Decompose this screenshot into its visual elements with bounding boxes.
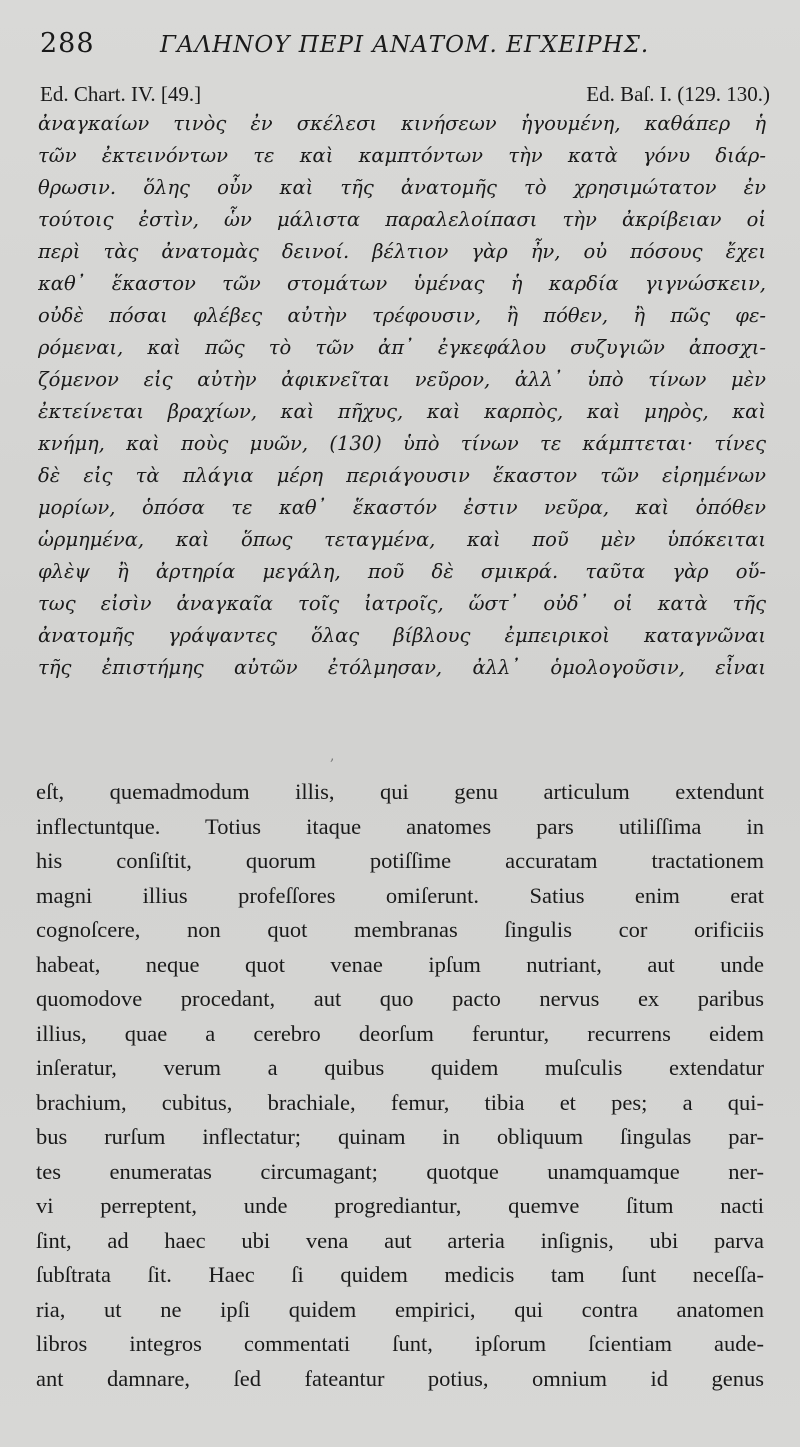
greek-line [38,364,766,396]
latin-line-text: vi perreptent, unde progrediantur, quemve ſitum nacti [36,1193,764,1218]
edition-ref-basel: Ed. Baſ. I. (129. 130.) [586,82,770,106]
latin-line-text: ria, ut ne ipſi quidem empirici, qui contra anatomen [36,1296,764,1322]
greek-line-text: τῶν ἐκτεινόντων τε καὶ καμπτόντων τὴν κατὰ γόνυ διάρ- [38,144,766,167]
greek-line [38,236,766,268]
latin-line-text: inflectuntque. Totius itaque anatomes pars utiliſſima in [36,813,764,839]
latin-line [36,879,764,914]
greek-line [38,492,766,524]
latin-line [36,1155,764,1190]
latin-line-text: quomodove procedant, aut quo pacto nervus ex paribus [36,986,764,1011]
greek-line [38,396,766,428]
greek-line [38,204,766,236]
greek-line-text: περὶ τὰς ἀνατομὰς δεινοί. βέλτιον γὰρ ἦν, οὐ πόσους ἔχει [38,240,766,263]
latin-line [36,982,764,1017]
greek-line-text: τούτοις ἐστὶν, ὧν μάλιστα παραλελοίπασι τὴν ἀκρίβειαν οἱ [38,208,766,231]
latin-line-text: ſint, ad haec ubi vena aut arteria inſignis, ubi parva [36,1227,764,1253]
greek-line [38,652,766,684]
greek-line-text: θρωσιν. ὅλης οὖν καὶ τῆς ἀνατομῆς τὸ χρησιμώτατον ἐν [38,176,766,199]
latin-text-block [36,775,764,1396]
greek-line [38,620,766,652]
greek-line-text: κνήμη, καὶ ποὺς μυῶν, (130) ὑπὸ τίνων τε κάμπτεται· τίνες [38,432,766,455]
latin-line-text: libros integros commentati ſunt, ipſorum ſcientiam aude- [36,1331,764,1356]
running-title: ΓΑΛΗΝΟΥ ΠΕΡΙ ΑΝΑΤΟΜ. ΕΓΧΕΙΡΗΣ. [160,32,650,58]
latin-line [36,948,764,983]
greek-text-block [38,108,766,684]
greek-line-text: ὡρμημένα, καὶ ὅπως τεταγμένα, καὶ ποῦ μὲν ὑπόκειται [38,528,766,551]
greek-line [38,428,766,460]
latin-line-text: habeat, neque quot venae ipſum nutriant, aut unde [36,951,764,977]
latin-line [36,775,764,810]
latin-line [36,1258,764,1293]
latin-line [36,913,764,948]
greek-line [38,332,766,364]
latin-line [36,1051,764,1086]
page-number: 288 [40,28,95,59]
latin-line-text: brachium, cubitus, brachiale, femur, tibia et pes; a qui- [36,1089,764,1115]
greek-line-text: καθ᾽ ἕκαστον τῶν στομάτων ὑμένας ἡ καρδία γιγνώσκειν, [38,272,766,295]
latin-line [36,1327,764,1362]
page-header [40,28,760,68]
latin-line [36,1086,764,1121]
latin-line-text: eſt, quemadmodum illis, qui genu articulum extendunt [36,779,764,804]
greek-line-text: μορίων, ὁπόσα τε καθ᾽ ἕκαστόν ἐστιν νεῦρα, καὶ ὁπόθεν [38,496,766,519]
greek-line-text: τως εἰσὶν ἀναγκαῖα τοῖς ἰατροῖς, ὥστ᾽ οὐδ᾽ οἱ κατὰ τῆς [38,592,766,615]
latin-line [36,844,764,879]
greek-line-text: ἐκτείνεται βραχίων, καὶ πῆχυς, καὶ καρπὸς, καὶ μηρὸς, καὶ [38,400,766,423]
greek-line [38,460,766,492]
latin-line-text: cognoſcere, non quot membranas ſingulis cor orificiis [36,917,764,942]
latin-line [36,1017,764,1052]
edition-references [40,82,770,107]
latin-line [36,1362,764,1397]
greek-line [38,300,766,332]
greek-line [38,140,766,172]
greek-line-text: ἀναγκαίων τινὸς ἐν σκέλεσι κινήσεων ἡγουμένη, καθάπερ ἡ [38,112,766,135]
greek-line [38,556,766,588]
latin-line [36,1224,764,1259]
greek-line-text: δὲ εἰς τὰ πλάγια μέρη περιάγουσιν ἕκαστον τῶν εἰρημένων [38,464,766,487]
greek-line [38,268,766,300]
greek-line-text: ζόμενον εἰς αὐτὴν ἀφικνεῖται νεῦρον, ἀλλ᾽ ὑπὸ τίνων μὲν [38,368,766,391]
greek-line [38,108,766,140]
latin-line-text: bus rurſum inflectatur; quinam in obliquum ſingulas par- [36,1124,764,1149]
greek-line-text: φλὲψ ἢ ἀρτηρία μεγάλη, ποῦ δὲ σμικρά. ταῦτα γὰρ οὕ- [38,560,766,583]
greek-line-text: ἀνατομῆς γράψαντες ὅλας βίβλους ἐμπειρικοὶ καταγνῶναι [38,624,766,647]
latin-line-text: illius, quae a cerebro deorſum feruntur, recurrens eidem [36,1020,764,1046]
latin-line-text: magni illius profeſſores omiſerunt. Satius enim erat [36,882,764,908]
latin-line-text: ant damnare, ſed fateantur potius, omnium id genus [36,1365,764,1391]
latin-line [36,1120,764,1155]
latin-line-text: inſeratur, verum a quibus quidem muſculis extendatur [36,1055,764,1080]
latin-line-text: tes enumeratas circumagant; quotque unamquamque ner- [36,1158,764,1184]
greek-line [38,524,766,556]
latin-line [36,1189,764,1224]
latin-line [36,810,764,845]
edition-ref-chartier: Ed. Chart. IV. [49.] [40,82,202,106]
latin-line-text: his conſiſtit, quorum potiſſime accuratam tractationem [36,848,764,873]
column-mark: , [330,748,335,764]
greek-line-text: ρόμεναι, καὶ πῶς τὸ τῶν ἀπ᾽ ἐγκεφάλου συζυγιῶν ἀποσχι- [38,336,766,359]
greek-line-text: τῆς ἐπιστήμης αὐτῶν ἐτόλμησαν, ἀλλ᾽ ὁμολογοῦσιν, εἶναι [38,656,766,679]
latin-line-text: ſubſtrata ſit. Haec ſi quidem medicis tam ſunt neceſſa- [36,1262,764,1287]
latin-line [36,1293,764,1328]
greek-line [38,172,766,204]
greek-line-text: οὐδὲ πόσαι φλέβες αὐτὴν τρέφουσιν, ἢ πόθεν, ἢ πῶς φε- [38,304,766,327]
greek-line [38,588,766,620]
